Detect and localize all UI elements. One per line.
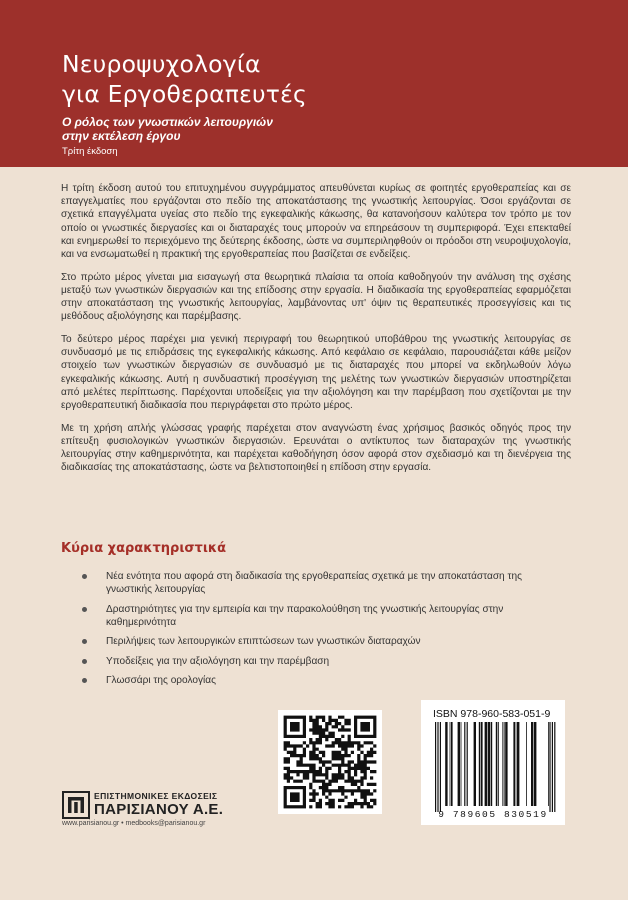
feature-item [82, 603, 562, 629]
feature-text: Υποδείξεις για την αξιολόγηση και την παρέμβαση [106, 655, 330, 667]
qr-code [278, 710, 382, 814]
feature-text: Γλωσσάρι της ορολογίας [106, 674, 216, 686]
bullet-icon [82, 574, 87, 579]
feature-text: Περιλήψεις των λειτουργικών επιπτώσεων των γνωστικών διαταραχών [106, 636, 421, 648]
description-paragraph-3: Το δεύτερο μέρος παρέχει μια γενική περιγραφή του θεωρητικού υποβάθρου της γνωστικής λειτουργίας σε συνδυασμό με τις επιδράσεις της εγκεφαλικής κάκωσης. Από κεφάλαιο σε κεφάλαιο, παρουσιάζεται κάθε μείζον στοιχείο των γνωστικών διεργασιών σε συνδυασμό με τις διαταραχές που μπορεί να εκδηλωθούν λόγω εγκεφαλικής κάκωσης. Αυτή η συνδυαστική προσέγγιση της μελέτης των γνωστικών διεργασιών υποστηρίζεται από μελέτες περίπτωσης. Παρέχονται υποδείξεις για την αξιολόγηση και την παρέμβαση που σχετίζονται με την εργοθεραπευτική διαδικασία που περιγράφεται στο πρώτο μέρος. [61, 334, 571, 412]
bullet-icon [82, 678, 87, 683]
barcode-digits: 9 789605 830519 [438, 809, 548, 820]
book-title-line-1: Νευροψυχολογία [62, 50, 261, 78]
description-paragraph-2: Στο πρώτο μέρος γίνεται μια εισαγωγή στα θεωρητικά πλαίσια τα οποία καθοδηγούν την ανάλυση της σχέσης μεταξύ των γνωστικών διεργασιών και της επίδοσης στην εργασία. Η διαδικασία της εργοθεραπείας εφαρμόζεται στην αποκατάσταση της γνωστικής λειτουργίας, λαμβάνοντας υπ' όψιν τις θεραπευτικές προσεγγίσεις και τις μεθόδους αξιολόγησης και παρέμβασης. [61, 271, 571, 323]
publisher-name-line-1: ΕΠΙΣΤΗΜΟΝΙΚΕΣ ΕΚΔΟΣΕΙΣ [94, 791, 218, 801]
feature-item [82, 655, 562, 668]
subtitle-line-1: Ο ρόλος των γνωστικών λειτουργιών [62, 115, 273, 129]
description-paragraph-1: Η τρίτη έκδοση αυτού του επιτυχημένου συγγράμματος απευθύνεται κυρίως σε φοιτητές εργοθεραπείας και σε επαγγελματίες που εργάζονται στο πεδίο της αποκατάστασης της γνωστικής λειτουργίας. Όσοι εργάζονται σε σχετικά επαγγέλματα υγείας στο πεδίο της εγκεφαλικής κάκωσης, θα κατανοήσουν καλύτερα τον τρόπο με τον οποίο οι γνωστικές διεργασίες και οι διαταραχές τους μπορούν να επηρεάσουν τη συμπεριφορά. Έχει επεκταθεί και ενημερωθεί το περιεχόμενο της δεύτερης έκδοσης, ώστε να συμπεριληφθούν οι πρόοδοι στη νευροψυχολογία, και να ενσωματωθεί η πρακτική της εργοθεραπείας που βασίζεται σε ενδείξεις. [61, 183, 571, 261]
barcode [425, 722, 561, 812]
publisher-contact: www.parisianou.gr • medbooks@parisianou.gr [62, 820, 206, 827]
feature-item [82, 570, 562, 596]
bullet-icon [82, 607, 87, 612]
feature-text: Νέα ενότητα που αφορά στη διαδικασία της εργοθεραπείας σχετικά με την αποκατάσταση της γνωστικής λειτουργίας [106, 571, 522, 596]
bullet-icon [82, 659, 87, 664]
publisher-name-line-2: ΠΑΡΙΣΙΑΝΟΥ Α.Ε. [94, 801, 224, 818]
title-banner [0, 0, 628, 167]
features-list [82, 570, 562, 693]
description-paragraph-4: Με τη χρήση απλής γλώσσας γραφής παρέχεται στον αναγνώστη ένας χρήσιμος βασικός οδηγός προς την επίτευξη φυσιολογικών γνωστικών διεργασιών. Ερευνάται ο αντίκτυπος των διαταραχών της γνωστικής λειτουργίας στην καθημερινότητα, και παρέχεται καθοδήγηση όσον αφορά στον σχεδιασμό και τη διενέργεια της διαδικασίας της αποκατάστασης, ώστε να βελτιστοποιηθεί η επίδοση στην εργασία. [61, 422, 571, 474]
subtitle-line-2: στην εκτέλεση έργου [62, 129, 181, 143]
publisher-logo-icon [62, 791, 90, 819]
feature-text: Δραστηριότητες για την εμπειρία και την παρακολούθηση της γνωστικής λειτουργίας στην καθημερινότητα [106, 603, 504, 628]
bullet-icon [82, 639, 87, 644]
isbn-label: ISBN 978-960-583-051-9 [433, 708, 551, 720]
isbn-barcode-box [421, 700, 565, 825]
features-heading: Κύρια χαρακτηριστικά [61, 541, 227, 556]
book-title-line-2: για Εργοθεραπευτές [62, 80, 308, 108]
feature-item [82, 674, 562, 687]
book-description [61, 182, 571, 484]
feature-item [82, 635, 562, 648]
edition-label: Τρίτη έκδοση [62, 146, 118, 157]
